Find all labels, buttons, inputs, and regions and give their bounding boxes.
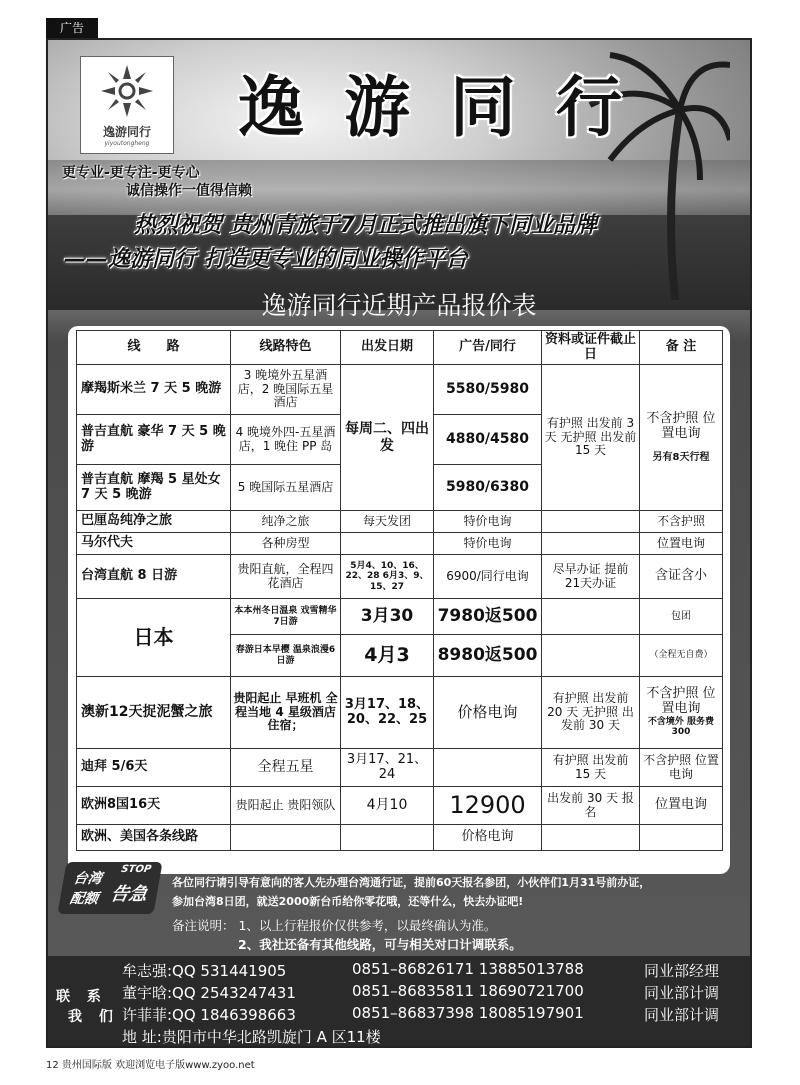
route-cell: 普吉直航 摩羯 5 星处女 7 天 5 晚游 bbox=[77, 465, 231, 511]
route-cell: 迪拜 5/6天 bbox=[77, 749, 231, 787]
badge-urgent: 告急 bbox=[109, 884, 149, 905]
feature-cell: 贵阳直航，全程四花酒店 bbox=[231, 555, 341, 599]
route-cell: 马尔代夫 bbox=[77, 533, 231, 555]
date-cell: 3月17、21、24 bbox=[341, 749, 434, 787]
contact-label-1: 联 系 bbox=[56, 989, 107, 1005]
contact-name: 牟志强:QQ 531441905 bbox=[122, 962, 287, 980]
slogan-2: 诚信操作一值得信赖 bbox=[126, 183, 252, 199]
header-feature: 线路特色 bbox=[231, 331, 341, 365]
feature-cell: 各种房型 bbox=[231, 533, 341, 555]
contact-phone: 0851–86837398 18085197901 bbox=[352, 1004, 584, 1022]
table-row bbox=[77, 533, 723, 555]
logo-pinyin: yiyoutongheng bbox=[104, 140, 150, 147]
deadline-cell: 出发前 30 天 报名 bbox=[542, 787, 640, 825]
note-cell: （全程无自费） bbox=[640, 635, 723, 677]
note-cell: 位置电询 bbox=[640, 787, 723, 825]
price-cell bbox=[434, 749, 542, 787]
table-row bbox=[77, 511, 723, 533]
note-text: 不含护照 位置电询 bbox=[646, 686, 716, 717]
contact-section bbox=[48, 956, 750, 1048]
deadline-cell bbox=[542, 599, 640, 635]
route-cell: 普吉直航 豪华 7 天 5 晚游 bbox=[77, 415, 231, 465]
notice-line-1: 各位同行请引导有意向的客人先办理台湾通行证，提前60天报名参团，小伙伴们1月31号前办证， bbox=[172, 876, 651, 889]
table-row bbox=[77, 555, 723, 599]
remark-line-2: 2、我社还备有其他线路，可与相关对口计调联系。 bbox=[238, 937, 522, 952]
price-cell: 价格电询 bbox=[434, 677, 542, 749]
feature-cell: 全程五星 bbox=[231, 749, 341, 787]
feature-cell bbox=[231, 825, 341, 851]
price-table bbox=[76, 330, 723, 851]
note-cell bbox=[640, 365, 723, 511]
price-cell: 12900 bbox=[434, 787, 542, 825]
deadline-cell: 尽早办证 提前 21天办证 bbox=[542, 555, 640, 599]
route-cell: 澳新12天捉泥蟹之旅 bbox=[77, 677, 231, 749]
contact-phone: 0851–86835811 18690721700 bbox=[352, 982, 584, 1000]
date-cell: 4月3 bbox=[341, 635, 434, 677]
price-cell: 价格电询 bbox=[434, 825, 542, 851]
badge-line1: 台湾 bbox=[72, 871, 103, 887]
slogan-1: 更专业-更专注-更专心 bbox=[62, 165, 200, 181]
contact-name: 许菲菲:QQ 1846398663 bbox=[122, 1006, 296, 1024]
hero-banner bbox=[48, 40, 750, 320]
note-cell bbox=[640, 677, 723, 749]
feature-cell: 本本州冬日温泉 戏雪精华7日游 bbox=[231, 599, 341, 635]
header-deadline: 资料或证件截止日 bbox=[542, 331, 640, 365]
price-table-container bbox=[68, 326, 730, 874]
price-cell: 4880/4580 bbox=[434, 415, 542, 465]
note-cell: 包团 bbox=[640, 599, 723, 635]
route-cell: 摩羯斯米兰 7 天 5 晚游 bbox=[77, 365, 231, 415]
table-row bbox=[77, 787, 723, 825]
table-row bbox=[77, 677, 723, 749]
price-cell: 5980/6380 bbox=[434, 465, 542, 511]
date-cell bbox=[341, 825, 434, 851]
table-row bbox=[77, 749, 723, 787]
logo-text: 逸游同行 bbox=[102, 125, 151, 139]
header-note: 备 注 bbox=[640, 331, 723, 365]
brand-logo bbox=[80, 56, 174, 154]
date-cell: 每周二、四出发 bbox=[341, 365, 434, 511]
note-text: 不含护照 位置电询 bbox=[646, 410, 716, 441]
contact-label-2: 我 们 bbox=[68, 1009, 119, 1025]
taiwan-quota-badge bbox=[57, 862, 162, 914]
table-row bbox=[77, 365, 723, 415]
feature-cell: 贵阳起止 早班机 全程当地 4 星级酒店住宿； bbox=[231, 677, 341, 749]
feature-cell: 贵阳起止 贵阳领队 bbox=[231, 787, 341, 825]
deadline-cell bbox=[542, 511, 640, 533]
feature-cell: 3 晚境外五星酒店，2 晚国际五星酒店 bbox=[231, 365, 341, 415]
sun-logo-icon bbox=[99, 63, 155, 119]
brand-title: 逸游同行 bbox=[238, 68, 662, 146]
note-cell: 含证含小 bbox=[640, 555, 723, 599]
note-cell: 不含护照 bbox=[640, 511, 723, 533]
note-extra: 不含境外 服务费300 bbox=[647, 717, 715, 738]
price-cell: 6900/同行电询 bbox=[434, 555, 542, 599]
header-price: 广告/同行 bbox=[434, 331, 542, 365]
headline-2: ——逸游同行 打造更专业的同业操作平台 bbox=[64, 247, 468, 272]
price-cell: 8980返500 bbox=[434, 635, 542, 677]
deadline-cell bbox=[542, 825, 640, 851]
contact-phone: 0851–86826171 13885013788 bbox=[352, 960, 584, 978]
address-text: 地 址:贵阳市中华北路凯旋门 A 区11楼 bbox=[122, 1028, 381, 1046]
note-cell: 不含护照 位置电询 bbox=[640, 749, 723, 787]
deadline-cell: 有护照 出发前 20 天 无护照 出发前 30 天 bbox=[542, 677, 640, 749]
remark-line-1: 备注说明： 1、以上行程报价仅供参考，以最终确认为准。 bbox=[172, 918, 497, 933]
note-cell bbox=[640, 825, 723, 851]
date-cell: 每天发团 bbox=[341, 511, 434, 533]
route-cell: 欧洲、美国各条线路 bbox=[77, 825, 231, 851]
feature-cell: 纯净之旅 bbox=[231, 511, 341, 533]
contact-title: 同业部计调 bbox=[644, 984, 720, 1002]
contact-name: 董宇晗:QQ 2543247431 bbox=[122, 984, 296, 1002]
route-cell: 欧洲8国16天 bbox=[77, 787, 231, 825]
price-cell: 7980返500 bbox=[434, 599, 542, 635]
deadline-cell: 有护照 出发前 3 天 无护照 出发前 15 天 bbox=[542, 365, 640, 511]
date-cell: 3月17、18、20、22、25 bbox=[341, 677, 434, 749]
header-route: 线 路 bbox=[77, 331, 231, 365]
date-cell: 3月30 bbox=[341, 599, 434, 635]
badge-stop: STOP bbox=[120, 864, 153, 875]
date-cell: 5月4、10、16、22、28 6月3、9、15、27 bbox=[341, 555, 434, 599]
feature-cell: 春游日本早樱 温泉浪漫6日游 bbox=[231, 635, 341, 677]
page-footer: 12 贵州国际版 欢迎浏览电子版www.zyoo.net bbox=[46, 1060, 255, 1071]
table-header-row bbox=[77, 331, 723, 365]
table-row bbox=[77, 599, 723, 635]
route-cell: 日本 bbox=[77, 599, 231, 677]
feature-cell: 4 晚境外四-五星酒店，1 晚住 PP 岛 bbox=[231, 415, 341, 465]
contact-title: 同业部计调 bbox=[644, 1006, 720, 1024]
table-title: 逸游同行近期产品报价表 bbox=[261, 291, 537, 320]
date-cell bbox=[341, 533, 434, 555]
headline-1: 热烈祝贺 贵州青旅于7月正式推出旗下同业品牌 bbox=[134, 213, 597, 238]
feature-cell: 5 晚国际五星酒店 bbox=[231, 465, 341, 511]
table-row bbox=[77, 825, 723, 851]
price-cell: 5580/5980 bbox=[434, 365, 542, 415]
route-cell: 巴厘岛纯净之旅 bbox=[77, 511, 231, 533]
notice-line-2: 参加台湾8日团，就送2000新台币给你零花哦，还等什么，快去办证吧! bbox=[172, 895, 524, 908]
route-cell: 台湾直航 8 日游 bbox=[77, 555, 231, 599]
date-cell: 4月10 bbox=[341, 787, 434, 825]
contact-title: 同业部经理 bbox=[644, 962, 720, 980]
deadline-cell bbox=[542, 533, 640, 555]
deadline-cell: 有护照 出发前 15 天 bbox=[542, 749, 640, 787]
note-extra: 另有8天行程 bbox=[652, 451, 710, 463]
advertisement bbox=[46, 38, 752, 1048]
price-cell: 特价电询 bbox=[434, 533, 542, 555]
badge-line2: 配额 bbox=[68, 891, 100, 907]
ad-tag: 广告 bbox=[46, 18, 98, 38]
deadline-cell bbox=[542, 635, 640, 677]
price-cell: 特价电询 bbox=[434, 511, 542, 533]
header-date: 出发日期 bbox=[341, 331, 434, 365]
note-cell: 位置电询 bbox=[640, 533, 723, 555]
